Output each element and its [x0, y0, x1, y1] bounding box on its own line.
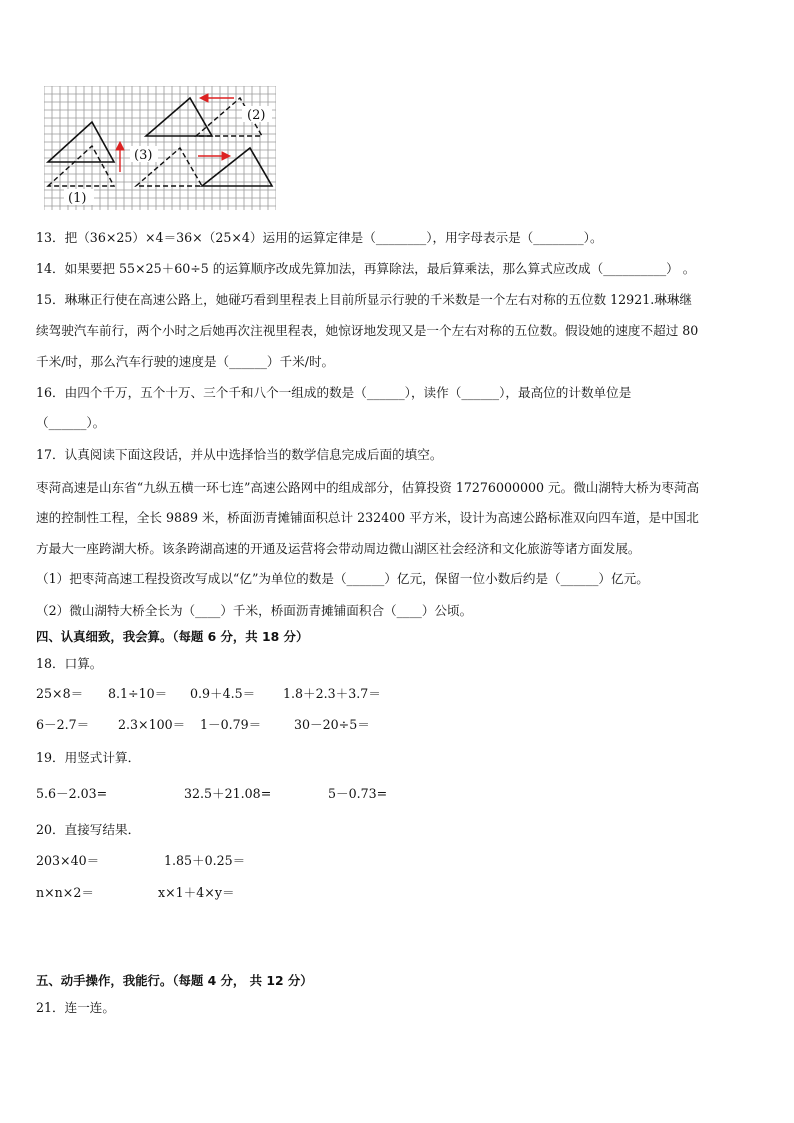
- q18-item: 1－0.79＝: [200, 717, 262, 732]
- q20-item: 1.85＋0.25＝: [164, 853, 246, 868]
- label-1: (1): [68, 191, 87, 206]
- q19-item: 5－0.73=: [328, 786, 388, 801]
- question-18-title: 18．口算。: [36, 656, 103, 671]
- question-17-paragraph-3: 方最大一座跨湖大桥。该条跨湖高速的开通及运营将会带动周边微山湖区社会经济和文化旅游等诸方面发展。: [36, 541, 641, 556]
- q18-item: 2.3×100＝: [118, 717, 186, 732]
- question-17-sub-2: （2）微山湖特大桥全长为（____）千米，桥面沥青摊铺面积合（____）公顷。: [36, 603, 473, 618]
- question-17-sub-1: （1）把枣菏高速工程投资改写成以“亿”为单位的数是（______）亿元，保留一位小数后约是（______）亿元。: [36, 571, 649, 586]
- q19-item: 32.5＋21.08=: [184, 786, 272, 801]
- question-13: 13．把（36×25）×4＝36×（25×4）运用的运算定律是（________），用字母表示是（________）。: [36, 230, 603, 245]
- question-20-title: 20．直接写结果．: [36, 822, 141, 837]
- q18-item: 1.8＋2.3＋3.7＝: [283, 686, 381, 701]
- question-16-line-2: （______）。: [36, 415, 106, 430]
- question-17-title: 17．认真阅读下面这段话，并从中选择恰当的数学信息完成后面的填空。: [36, 447, 443, 462]
- left-arrow-icon: [200, 94, 234, 102]
- q20-item: x×1＋4×y＝: [158, 885, 235, 900]
- right-arrow-icon: [198, 152, 230, 160]
- triangle-3-solid: [202, 148, 272, 186]
- q20-item: 203×40＝: [36, 853, 100, 868]
- question-15-line-3: 千米/时，那么汽车行驶的速度是（______）千米/时。: [36, 354, 335, 369]
- question-17-paragraph-2: 速的控制性工程，全长 9889 米，桥面沥青摊铺面积总计 232400 平方米，设计为高速公路标准双向四车道，是中国北: [36, 510, 699, 525]
- label-2: (2): [247, 108, 266, 123]
- grid-diagram: [44, 86, 276, 210]
- up-arrow-icon: [116, 142, 124, 172]
- question-14: 14．如果要把 55×25＋60÷5 的运算顺序改成先算加法，再算除法，最后算乘法，那么算式应改成（__________） 。: [36, 261, 696, 276]
- q18-item: 30－20÷5＝: [294, 717, 370, 732]
- q20-item: n×n×2＝: [36, 885, 94, 900]
- section-5-title: 五、动手操作，我能行。（每题 4 分， 共 12 分）: [36, 973, 313, 988]
- q19-item: 5.6－2.03=: [36, 786, 108, 801]
- label-3: (3): [134, 148, 153, 163]
- question-17-paragraph-1: 枣菏高速是山东省“九纵五横一环七连”高速公路网中的组成部分，估算投资 17276000000 元。微山湖特大桥为枣菏高: [36, 480, 700, 495]
- triangle-translation-figure: [44, 86, 276, 214]
- question-19-title: 19．用竖式计算．: [36, 750, 141, 765]
- section-4-title: 四、认真细致，我会算。（每题 6 分，共 18 分）: [36, 629, 309, 644]
- question-15-line-2: 续驾驶汽车前行，两个小时之后她再次注视里程表，她惊讶地发现又是一个左右对称的五位数。假设她的速度不超过 80: [36, 323, 699, 338]
- question-15-line-1: 15．琳琳正行使在高速公路上，她碰巧看到里程表上目前所显示行驶的千米数是一个左右对称的五位数 12921.琳琳继: [36, 292, 693, 307]
- question-16-line-1: 16．由四个千万，五个十万、三个千和八个一组成的数是（______），读作（______），最高位的计数单位是: [36, 385, 632, 400]
- question-21-title: 21．连一连。: [36, 1000, 115, 1015]
- q18-item: 0.9＋4.5＝: [190, 686, 256, 701]
- q18-item: 8.1÷10＝: [108, 686, 168, 701]
- q18-item: 6－2.7＝: [36, 717, 90, 732]
- q18-item: 25×8＝: [36, 686, 84, 701]
